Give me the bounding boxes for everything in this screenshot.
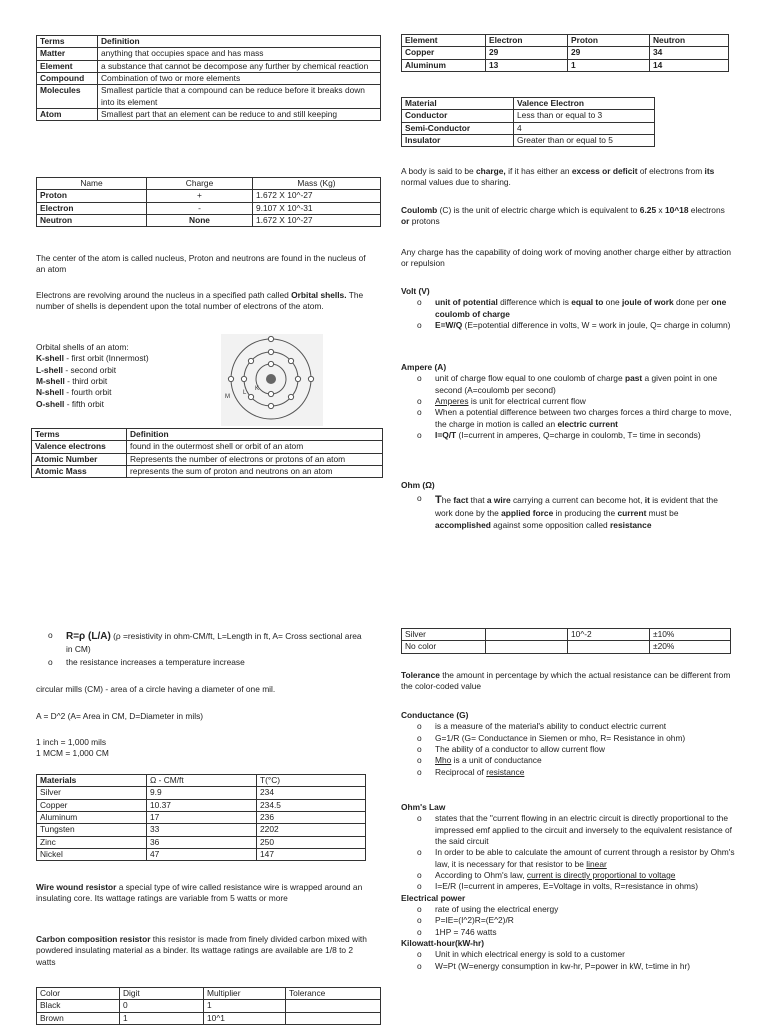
bold-span: R=ρ (L/A) <box>66 631 111 642</box>
table-row <box>37 799 366 811</box>
electron <box>288 358 293 363</box>
table-row <box>37 60 381 72</box>
table-row <box>37 109 381 121</box>
bold-span: one coulomb of charge <box>435 297 727 319</box>
element-header-element: Element <box>402 35 486 47</box>
text-span: unit of charge flow equal to one coulomb of charge <box>435 373 625 384</box>
electron <box>248 394 253 399</box>
list-item <box>401 373 736 396</box>
particles-header-mass: Mass (Kg) <box>253 178 381 190</box>
table-cell: Zinc <box>37 836 147 848</box>
table-cell: 1 <box>204 1000 286 1012</box>
text-span: When a potential difference between two charges forces a third charge to move, the charge in motion is called an <box>435 407 732 429</box>
table-cell: Semi-Conductor <box>402 122 514 134</box>
bold-span: I=Q/T <box>435 430 457 441</box>
text-span: protons <box>409 216 440 227</box>
text-span: states that the "current flowing in an electric circuit is directly proportional to the impressed emf applied to the circuit and inversely to the equivalent resistance of the said circuit <box>435 813 733 847</box>
element-header-proton: Proton <box>568 35 650 47</box>
table-cell: - <box>147 202 253 214</box>
material-table <box>401 97 655 147</box>
element-table <box>401 34 729 72</box>
text-span: I=E/R (I=current in amperes, E=Voltage in volts, R=resistance in ohms) <box>435 881 699 892</box>
list-item: o P=IE=(I^2)R=(E^2)/R <box>401 915 736 926</box>
kwh-title: Kilowatt-hour(kW-hr) <box>401 938 485 949</box>
table-cell: Copper <box>37 799 147 811</box>
bold-span: it <box>644 495 650 506</box>
table-cell: 1 <box>120 1012 204 1024</box>
text-span: the resistance increases a temperature increase <box>66 656 245 667</box>
table-cell: anything that occupies space and has mass <box>98 48 381 60</box>
underlined-span: Amperes <box>435 396 469 407</box>
bold-span: K-shell <box>36 353 64 364</box>
volt-title: Volt (V) <box>401 286 430 296</box>
element-header-neutron: Neutron <box>650 35 729 47</box>
text-span: electrons <box>688 205 725 215</box>
materials-header-resistivity: Ω - CM/ft <box>147 775 257 787</box>
table-cell: Silver <box>37 787 147 799</box>
text-span: a given point in one second (A=coulomb per second) <box>435 373 718 395</box>
table-row <box>32 466 383 478</box>
table-cell: 250 <box>257 836 366 848</box>
table-cell: Matter <box>37 48 98 60</box>
material-header-material: Material <box>402 98 514 110</box>
text-span: x <box>656 205 665 215</box>
table-cell: Neutron <box>37 215 147 227</box>
bold-span: charge, <box>475 166 506 176</box>
text-span: carrying a current can become hot, <box>510 495 645 506</box>
table-row <box>32 441 383 453</box>
shell-label-m: M <box>225 394 230 400</box>
table-cell: represents the sum of proton and neutrons on an atom <box>127 466 383 478</box>
table-cell <box>286 1000 381 1012</box>
table-cell: 9.9 <box>147 787 257 799</box>
table-cell: 13 <box>486 59 568 71</box>
table-row <box>37 215 381 227</box>
table-cell: ±20% <box>650 641 731 653</box>
bold-span: 6.25 <box>639 205 657 215</box>
list-item: o 1HP = 746 watts <box>401 927 736 938</box>
table-row <box>37 849 366 861</box>
bold-span: joule of work <box>621 297 674 308</box>
conversion-list <box>36 737 236 760</box>
table-row <box>37 48 381 60</box>
text-span: if it has either an <box>505 166 572 176</box>
table-cell: 29 <box>486 47 568 59</box>
electron <box>295 376 300 381</box>
bold-span: resistance <box>610 519 652 530</box>
table-cell: Greater than or equal to 5 <box>514 135 655 147</box>
table-cell: Combination of two or more elements <box>98 73 381 85</box>
electron <box>268 361 273 366</box>
table-cell: Element <box>37 60 98 72</box>
ampere-list <box>401 373 736 441</box>
text-span: done per <box>673 297 712 308</box>
text-span: (E=potential difference in volts, W = work in joule, Q= charge in column) <box>462 320 731 331</box>
electron <box>288 394 293 399</box>
table-row <box>37 1000 381 1012</box>
list-item <box>401 881 736 892</box>
material-header-valence: Valence Electron <box>514 98 655 110</box>
coulomb-paragraph <box>401 205 733 228</box>
underlined-span: current is directly proportional to voltage <box>526 870 676 881</box>
bold-span: Orbital shells. <box>291 290 347 300</box>
text-span: - fifth orbit <box>64 398 104 409</box>
table-cell: 2202 <box>257 824 366 836</box>
resistivity-section <box>32 630 362 668</box>
table-row <box>402 122 655 134</box>
tolerance-paragraph <box>401 670 736 693</box>
table-row <box>402 59 729 71</box>
list-item <box>401 407 736 430</box>
table-cell: 1 <box>568 59 650 71</box>
table-cell: Represents the number of electrons or protons of an atom <box>127 453 383 465</box>
text-span: against some opposition called <box>490 519 611 530</box>
bold-span: O-shell <box>36 398 65 409</box>
list-item: o Unit in which electrical energy is sold to a customer <box>401 949 736 960</box>
bold-span: applied force <box>501 508 554 519</box>
list-item <box>401 813 736 847</box>
table-cell: Black <box>37 1000 120 1012</box>
list-item <box>36 387 226 398</box>
wire-wound-paragraph <box>36 882 371 905</box>
table-cell: Aluminum <box>37 812 147 824</box>
text-span: is a unit of conductance <box>451 755 542 766</box>
table-cell <box>286 1012 381 1024</box>
text-span: In order to be able to calculate the amount of current through a resistor by Ohm's law, it is necessary for that resistor to be <box>435 847 735 869</box>
text-span: (ρ =resistivity in ohm-CM/ft, L=Length in ft, A= Cross sectional area in CM) <box>66 631 362 654</box>
text-span: Electrons are revolving around the nucleus in a specified path called <box>36 290 292 300</box>
particles-header-name: Name <box>37 178 147 190</box>
terms-header-definition: Definition <box>98 36 381 48</box>
ohm-section <box>401 480 736 531</box>
text-span: in producing the <box>553 508 618 519</box>
table-cell: Molecules <box>37 85 98 109</box>
materials-header-materials: Materials <box>37 775 147 787</box>
orbital-list <box>36 342 226 410</box>
bold-span: a wire <box>486 495 511 506</box>
table-row <box>402 135 655 147</box>
nucleus-dot <box>266 374 276 384</box>
nucleus-paragraph: The center of the atom is called nucleus, Proton and neutrons are found in the nucleus of an atom <box>36 253 366 275</box>
bold-span: equal to <box>571 297 604 308</box>
list-item <box>36 399 226 410</box>
list-item: o rate of using the electrical energy <box>401 904 736 915</box>
table-cell: 10^1 <box>204 1012 286 1024</box>
table-cell: Electron <box>37 202 147 214</box>
table-cell <box>568 641 650 653</box>
color-header-digit: Digit <box>120 988 204 1000</box>
table-row <box>37 73 381 85</box>
list-item <box>401 297 736 320</box>
list-item <box>401 847 736 870</box>
color-header-tolerance: Tolerance <box>286 988 381 1000</box>
text-span: The number of shells is dependent upon the total number of electrons of the atom. <box>36 290 364 312</box>
list-item <box>401 396 736 407</box>
power-list <box>401 904 736 938</box>
text-span: this resistor is made from finely divided carbon mixed with powdered insulating material as a binder. Its wattage ratings are available are 1/8 to 2 watts <box>36 934 367 967</box>
table-cell: Compound <box>37 73 98 85</box>
table-cell: 4 <box>514 122 655 134</box>
table-cell: ±10% <box>650 629 731 641</box>
bold-span: Tolerance <box>401 670 440 680</box>
table-cell: 47 <box>147 849 257 861</box>
ohms-law-list <box>401 813 736 892</box>
list-item <box>401 430 736 441</box>
table-cell: 36 <box>147 836 257 848</box>
table-row <box>402 47 729 59</box>
text-span: Reciprocal of <box>435 766 487 777</box>
volt-section <box>401 286 736 331</box>
valence-header-definition: Definition <box>127 429 383 441</box>
table-cell: + <box>147 190 253 202</box>
bold-span: its <box>704 166 715 176</box>
table-cell <box>486 629 568 641</box>
conductance-section <box>401 710 736 778</box>
list-item <box>401 767 736 778</box>
valence-header-terms: Terms <box>32 429 127 441</box>
list-item <box>401 755 736 766</box>
bold-span: 10^18 <box>664 205 689 215</box>
electron <box>248 358 253 363</box>
text-span: one <box>603 297 622 308</box>
table-row <box>402 629 731 641</box>
table-cell: found in the outermost shell or orbit of an atom <box>127 441 383 453</box>
conductance-title: Conductance (G) <box>401 710 469 720</box>
list-item <box>401 744 736 755</box>
bold-span: electric current <box>557 418 618 429</box>
terms-header-terms: Terms <box>37 36 98 48</box>
underlined-span: linear <box>586 858 607 869</box>
table-cell: 236 <box>257 812 366 824</box>
table-cell: 1.672 X 10^-27 <box>253 190 381 202</box>
particles-header-charge: Charge <box>147 178 253 190</box>
table-row <box>402 641 731 653</box>
text-span: - second orbit <box>63 364 117 375</box>
table-cell: Brown <box>37 1012 120 1024</box>
table-cell: Tungsten <box>37 824 147 836</box>
element-header-electron: Electron <box>486 35 568 47</box>
text-span: (C) is the unit of electric charge which is equivalent to <box>437 205 640 215</box>
table-cell: 234.5 <box>257 799 366 811</box>
bold-span: T <box>435 494 442 507</box>
table-cell: No color <box>402 641 486 653</box>
power-title: Electrical power <box>401 892 466 903</box>
shell-label-l: L <box>243 390 247 396</box>
area-formula: A = D^2 (A= Area in CM, D=Diameter in mils) <box>36 711 204 721</box>
text-span: According to Ohm's law, <box>435 870 527 881</box>
table-cell: Smallest part that an element can be reduce to and still keeping <box>98 109 381 121</box>
list-item <box>36 376 226 387</box>
circular-mills-paragraph: circular mills (CM) - area of a circle having a diameter of one mil. <box>36 684 276 694</box>
list-item: 1 MCM = 1,000 CM <box>36 748 109 759</box>
table-row <box>32 453 383 465</box>
table-row <box>402 110 655 122</box>
table-cell: 10.37 <box>147 799 257 811</box>
table-cell: 9.107 X 10^-31 <box>253 202 381 214</box>
table-cell: None <box>147 215 253 227</box>
ohms-law-section <box>401 802 736 972</box>
materials-table <box>36 774 366 861</box>
table-row <box>37 85 381 109</box>
text-span: is a measure of the material's ability to conduct electric current <box>435 721 667 732</box>
text-span: A body is said to be <box>401 166 476 176</box>
table-cell: Copper <box>402 47 486 59</box>
text-span: he <box>441 495 454 506</box>
bold-span: Wire wound resistor <box>36 882 117 892</box>
color-header-multiplier: Multiplier <box>204 988 286 1000</box>
table-cell: Atomic Mass <box>32 466 127 478</box>
volt-list <box>401 297 736 331</box>
text-span: difference which is <box>497 297 572 308</box>
list-item <box>32 630 362 655</box>
table-cell: 234 <box>257 787 366 799</box>
list-item <box>36 353 226 364</box>
terms-table <box>36 35 381 121</box>
table-row <box>37 190 381 202</box>
table-cell: Silver <box>402 629 486 641</box>
list-item <box>401 870 736 881</box>
table-cell: Conductor <box>402 110 514 122</box>
resistivity-list <box>32 630 362 668</box>
bold-span: or <box>401 216 410 227</box>
electron <box>268 403 273 408</box>
text-span: - first orbit (Innermost) <box>63 353 149 364</box>
text-span: - third orbit <box>64 376 108 387</box>
table-cell: Less than or equal to 3 <box>514 110 655 122</box>
bold-span: Coulomb <box>401 205 438 215</box>
table-row <box>37 824 366 836</box>
text-span: is unit for electrical current flow <box>468 396 586 407</box>
table-cell <box>486 641 568 653</box>
color-header-color: Color <box>37 988 120 1000</box>
text-span: a special type of wire called resistance wire is wrapped around an insulating core. Its wattage ratings are variable from 5 watts or more <box>36 882 363 904</box>
text-span: normal values due to sharing. <box>401 177 511 188</box>
particles-table <box>36 177 381 227</box>
table-cell: 29 <box>568 47 650 59</box>
electron <box>308 376 313 381</box>
bold-span: unit of potential <box>435 297 498 308</box>
color-code-table <box>36 987 381 1025</box>
table-cell: a substance that cannot be decompose any further by chemical reaction <box>98 60 381 72</box>
bold-span: past <box>624 373 643 384</box>
table-row <box>37 787 366 799</box>
list-item: 1 inch = 1,000 mils <box>36 737 107 747</box>
bold-span: Carbon composition resistor <box>36 934 151 944</box>
bold-span: accomplished <box>435 519 491 530</box>
table-cell: Nickel <box>37 849 147 861</box>
text-span: (I=current in amperes, Q=charge in coulomb, T= time in seconds) <box>456 430 701 441</box>
shell-label-k: K <box>255 386 260 392</box>
electron <box>268 391 273 396</box>
carbon-composition-paragraph <box>36 934 371 968</box>
bold-span: N-shell <box>36 387 64 398</box>
list-item <box>32 657 362 668</box>
underlined-span: Mho <box>435 755 452 766</box>
table-cell: Proton <box>37 190 147 202</box>
table-cell: Smallest particle that a compound can be reduce before it breaks down into its element <box>98 85 381 109</box>
conductance-list <box>401 721 736 778</box>
table-cell: Valence electrons <box>32 441 127 453</box>
table-cell: 10^-2 <box>568 629 650 641</box>
kwh-list <box>401 949 736 972</box>
orbital-paragraph <box>36 290 376 313</box>
bold-span: M-shell <box>36 376 65 387</box>
table-cell: 147 <box>257 849 366 861</box>
valence-table <box>31 428 383 478</box>
ohms-law-title: Ohm's Law <box>401 802 446 812</box>
table-row <box>37 1012 381 1024</box>
atom-shell-diagram <box>221 334 323 426</box>
electron <box>241 376 246 381</box>
text-span: G=1/R (G= Conductance in Siemen or mho, R= Resistance in ohm) <box>435 732 686 743</box>
table-cell: 17 <box>147 812 257 824</box>
bold-span: current <box>617 508 647 519</box>
text-span: that <box>468 495 487 506</box>
list-item <box>401 320 736 331</box>
text-span: is evident that the work done by the <box>435 495 718 519</box>
text-span: of electrons from <box>637 166 705 176</box>
bold-span: L-shell <box>36 364 63 375</box>
table-cell: 34 <box>650 47 729 59</box>
electron <box>268 349 273 354</box>
underlined-span: resistance <box>486 766 525 777</box>
bold-span: E=W/Q <box>435 320 463 331</box>
ohm-title: Ohm (Ω) <box>401 480 435 490</box>
table-cell: Atomic Number <box>32 453 127 465</box>
table-cell: Insulator <box>402 135 514 147</box>
any-charge-paragraph: Any charge has the capability of doing work of moving another charge either by attraction or repulsion <box>401 247 732 269</box>
list-item <box>401 721 736 732</box>
list-item <box>401 733 736 744</box>
table-cell: 0 <box>120 1000 204 1012</box>
text-span: must be <box>646 508 679 519</box>
table-row <box>37 836 366 848</box>
orbital-list-title: Orbital shells of an atom: <box>36 342 129 352</box>
table-cell: Atom <box>37 109 98 121</box>
color-code-table-continued <box>401 628 731 654</box>
text-span: - fourth orbit <box>63 387 112 398</box>
table-row <box>37 202 381 214</box>
text-span: The ability of a conductor to allow current flow <box>435 744 605 755</box>
ampere-section <box>401 362 736 441</box>
bold-span: excess or deficit <box>571 166 638 176</box>
bold-span: fact <box>453 495 469 506</box>
text-span: the amount in percentage by which the actual resistance can be different from the color-coded value <box>401 670 731 692</box>
electron <box>268 336 273 341</box>
list-item <box>36 365 226 376</box>
list-item <box>401 493 736 531</box>
list-item: o W=Pt (W=energy consumption in kw-hr, P=power in kW, t=time in hr) <box>401 961 736 972</box>
table-cell: 14 <box>650 59 729 71</box>
ampere-title: Ampere (A) <box>401 362 447 372</box>
materials-header-temperature: T(°C) <box>257 775 366 787</box>
table-cell: 1.672 X 10^-27 <box>253 215 381 227</box>
table-row <box>37 812 366 824</box>
table-cell: 33 <box>147 824 257 836</box>
charge-paragraph <box>401 166 733 189</box>
ohm-list <box>401 493 736 531</box>
electron <box>228 376 233 381</box>
table-cell: Aluminum <box>402 59 486 71</box>
